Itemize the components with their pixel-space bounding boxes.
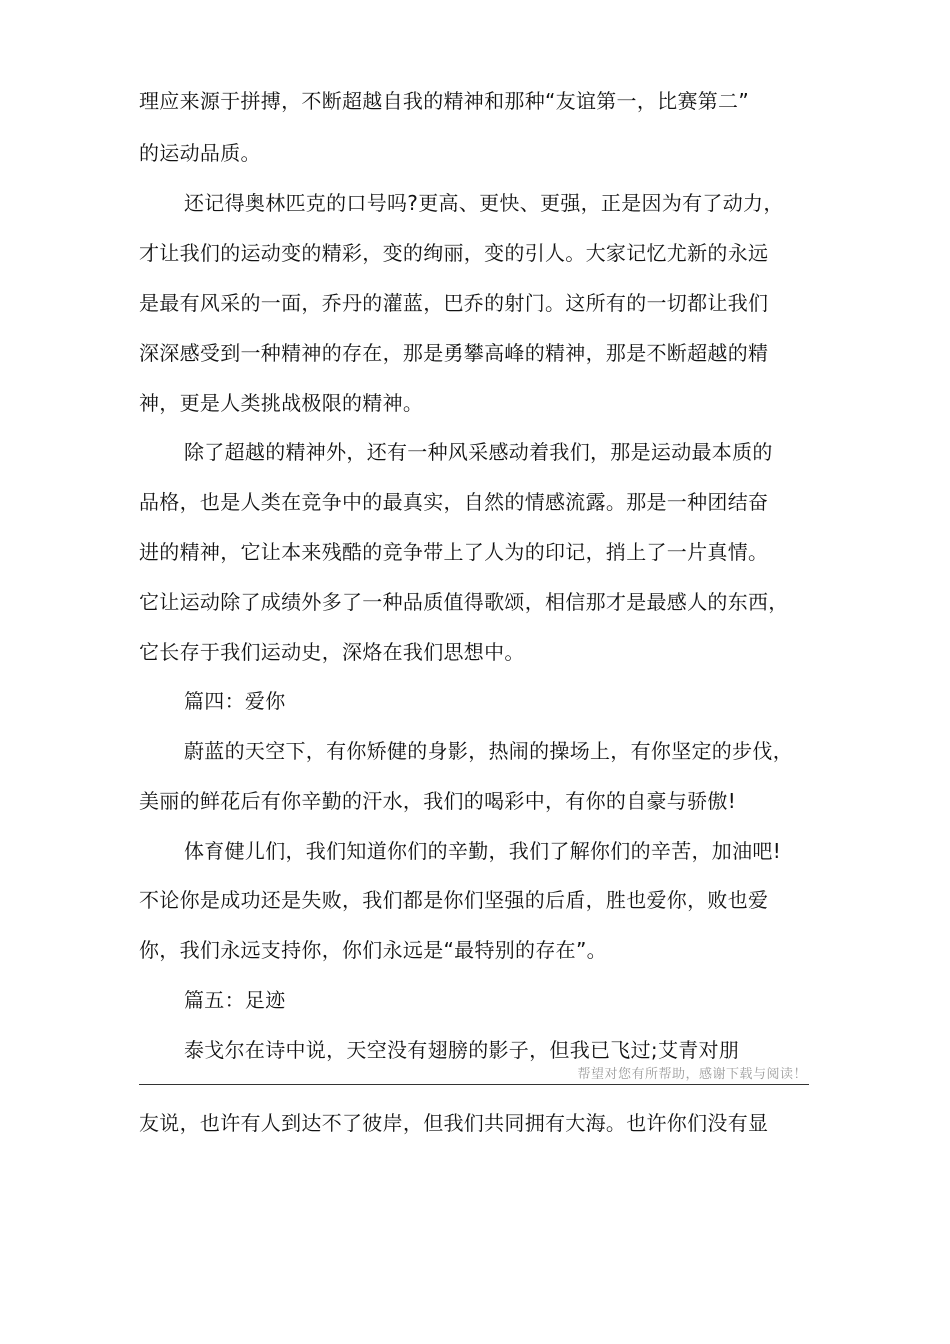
text-line: 不论你是成功还是失败，我们都是你们坚强的后盾，胜也爱你，败也爱	[139, 888, 769, 912]
text-line: 还记得奥林匹克的口号吗?更高、更快、更强，正是因为有了动力，	[184, 191, 784, 215]
text-line: 你，我们永远支持你，你们永远是“最特别的存在”。	[139, 938, 607, 962]
text-line: 蔚蓝的天空下，有你矫健的身影，热闹的操场上，有你坚定的步伐，	[184, 739, 793, 763]
text-line: 体育健儿们，我们知道你们的辛勤，我们了解你们的辛苦，加油吧!	[184, 839, 782, 863]
page-footer-note: 帮望对您有所帮助，感谢下载与阅读！	[577, 1067, 807, 1082]
text-line: 深深感受到一种精神的存在，那是勇攀高峰的精神，那是不断超越的精	[139, 341, 769, 365]
text-line: 美丽的鲜花后有你辛勤的汗水，我们的喝彩中，有你的自豪与骄傲!	[139, 789, 737, 813]
section-heading: 篇五：足迹	[184, 988, 286, 1012]
text-line: 进的精神，它让本来残酷的竞争带上了人为的印记，捎上了一片真情。	[139, 540, 769, 564]
text-line: 品格，也是人类在竞争中的最真实，自然的情感流露。那是一种团结奋	[139, 490, 769, 514]
text-line: 神，更是人类挑战极限的精神。	[139, 391, 424, 415]
text-line: 的运动品质。	[139, 141, 261, 165]
text-line: 它长存于我们运动史，深烙在我们思想中。	[139, 640, 525, 664]
section-heading: 篇四：爱你	[184, 689, 286, 713]
text-line: 友说，也许有人到达不了彼岸，但我们共同拥有大海。也许你们没有显	[139, 1111, 769, 1135]
footer-divider	[139, 1084, 809, 1085]
text-line: 它让运动除了成绩外多了一种品质值得歌颂，相信那才是最感人的东西，	[139, 590, 789, 614]
text-line: 是最有风采的一面，乔丹的灌蓝，巴乔的射门。这所有的一切都让我们	[139, 291, 769, 315]
text-line: 才让我们的运动变的精彩，变的绚丽，变的引人。大家记忆尤新的永远	[139, 241, 769, 265]
text-line: 理应来源于拼搏，不断超越自我的精神和那种“友谊第一，比赛第二”	[139, 89, 750, 113]
text-line: 泰戈尔在诗中说，天空没有翅膀的影子，但我已飞过;艾青对朋	[184, 1038, 740, 1062]
text-line: 除了超越的精神外，还有一种风采感动着我们，那是运动最本质的	[184, 440, 773, 464]
